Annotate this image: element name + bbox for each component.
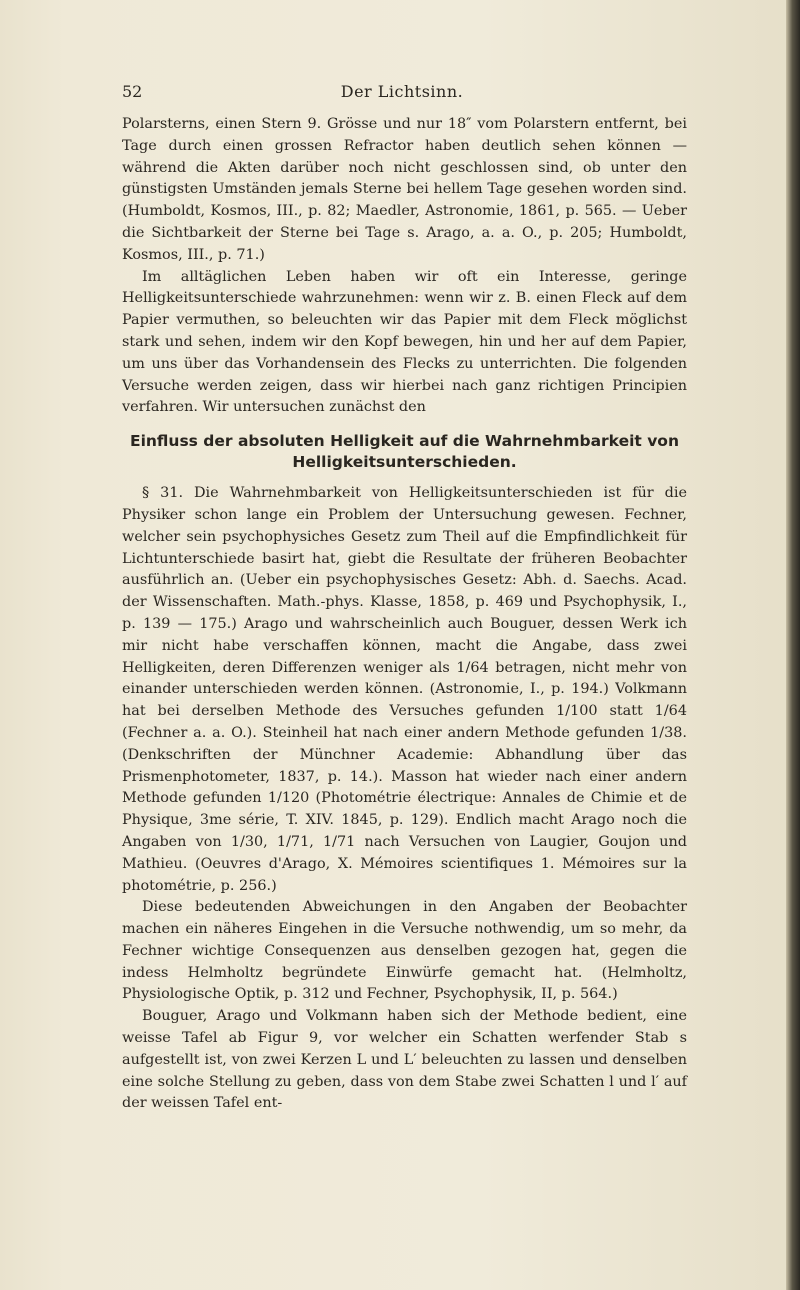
paragraph: Im alltäglichen Leben haben wir oft ein Interesse, geringe Helligkeitsunterschiede wahrzunehmen: wenn wir z. B. einen Fleck auf dem Papier vermuthen, so beleuchten wir das Papier mit dem Fleck möglichst stark und sehen, indem wir den Kopf bewegen, hin und her auf dem Papier, um uns über das Vorhandensein des Flecks zu unterrichten. Die folgenden Versuche werden zeigen, dass wir hierbei nach ganz richtigen Principien verfahren. Wir untersuchen zunächst den <box>122 268 687 416</box>
running-head: Der Lichtsinn. <box>340 82 464 101</box>
paragraph: Diese bedeutenden Abweichungen in den Angaben der Beobachter machen ein näheres Eingehen in die Versuche nothwendig, um so mehr, da Fechner wichtige Consequenzen aus denselben gezogen hat, gegen die indess Helmholtz begründete Einwürfe gemacht hat. (Helmholtz, Physiologische Optik, p. 312 und Fechner, Psychophysik, II, p. 564.) <box>122 899 687 1003</box>
paragraph-section-31: § 31. Die Wahrnehmbarkeit von Helligkeitsunterschieden ist für die Physiker schon lange ein Problem der Untersuchung gewesen. Fechner, welcher sein psychophysiches Gesetz zum Theil auf die Empfindlichkeit für Lichtunterschiede basirt hat, giebt die Resultate der früheren Beobachter ausführlich an. (Ueber ein psychophysisches Gesetz: Abh. d. Saechs. Acad. der Wissenschaften. Math.-phys. Klasse, 1858, p. 469 und Psychophysik, I., p. 139 — 175.) Arago und wahrscheinlich auch Bouguer, dessen Werk ich mir nicht habe verschaffen können, macht die Angabe, dass zwei Helligkeiten, deren Differenzen weniger als 1/64 betragen, nicht mehr von einander unterschieden werden können. (Astronomie, I., p. 194.) Volkmann hat bei derselben Methode des Versuches gefunden 1/100 statt 1/64 (Fechner a. a. O.). Steinheil hat nach einer andern Methode gefunden 1/38. (Denkschriften der Münchner Academie: Abhandlung über das Prismenphotometer, 1837, p. 14.). Masson hat wieder nach einer andern Methode gefunden 1/120 (Photométrie électrique: Annales de Chimie et de Physique, 3me série, T. XIV. 1845, p. 129). Endlich macht Arago noch die Angaben von 1/30, 1/71, 1/71 nach Versuchen von Laugier, Goujon und Mathieu. (Oeuvres d'Arago, X. Mémoires scientifiques 1. Mémoires sur la photométrie, p. 256.) <box>122 485 687 894</box>
section-heading: Einfluss der absoluten Helligkeit auf die Wahrnehmbarkeit von Helligkeitsunterschieden. <box>129 432 679 472</box>
page-header <box>122 82 682 104</box>
page-number: 52 <box>122 82 143 101</box>
body-text <box>122 114 687 1115</box>
page-edge-shadow <box>786 0 800 1290</box>
paragraph-continuation: Polarsterns, einen Stern 9. Grösse und nur 18″ vom Polarstern entfernt, bei Tage durch einen grossen Refractor haben deutlich sehen können — während die Akten darüber noch nicht geschlossen sind, ob unter den günstigsten Umständen jemals Sterne bei hellem Tage gesehen worden sind. (Humboldt, Kosmos, III., p. 82; Maedler, Astronomie, 1861, p. 565. — Ueber die Sichtbarkeit der Sterne bei Tage s. Arago, a. a. O., p. 205; Humboldt, Kosmos, III., p. 71.) <box>122 116 687 263</box>
paragraph: Bouguer, Arago und Volkmann haben sich der Methode bedient, eine weisse Tafel ab Figur 9, vor welcher ein Schatten werfender Stab s aufgestellt ist, von zwei Kerzen L und L′ beleuchten zu lassen und denselben eine solche Stellung zu geben, dass von dem Stabe zwei Schatten l und l′ auf der weissen Tafel ent- <box>122 1008 687 1112</box>
